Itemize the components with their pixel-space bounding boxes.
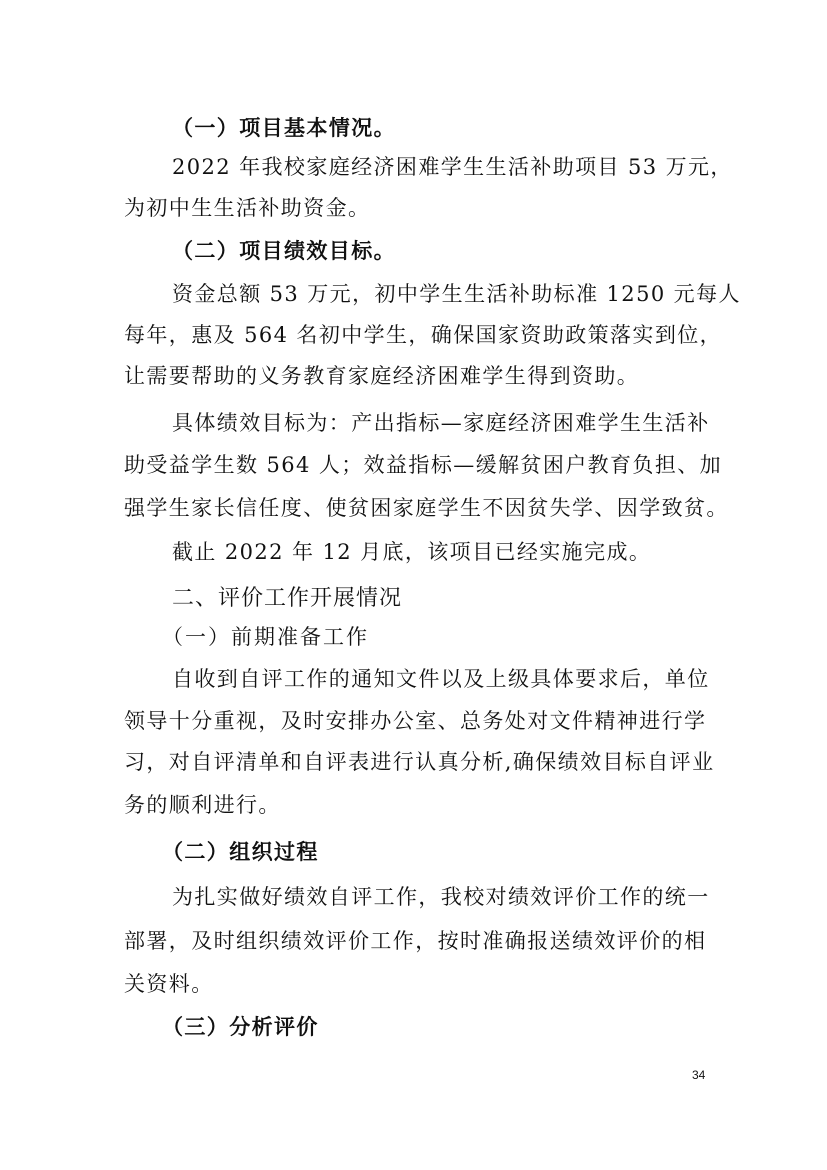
paragraph-line: 让需要帮助的义务教育家庭经济困难学生得到资助。 <box>124 364 640 388</box>
paragraph-line: 自收到自评工作的通知文件以及上级具体要求后，单位 <box>172 667 710 691</box>
paragraph-line: 强学生家长信任度、使贫困家庭学生不因贫失学、因学致贫。 <box>124 496 729 520</box>
subsection-heading-analysis: （三）分析评价 <box>162 1014 319 1039</box>
paragraph-line: 截止 2022 年 12 月底，该项目已经实施完成。 <box>172 540 652 564</box>
paragraph-line: 为初中生生活补助资金。 <box>124 196 371 220</box>
subsection-heading-organization: （二）组织过程 <box>162 839 319 864</box>
paragraph-line: 具体绩效目标为：产出指标—家庭经济困难学生生活补 <box>172 411 710 435</box>
paragraph-line: 习，对自评清单和自评表进行认真分析,确保绩效目标自评业 <box>124 750 715 774</box>
subsection-heading-preparation: （一）前期准备工作 <box>162 625 369 649</box>
section-heading-performance-goals: （二）项目绩效目标。 <box>172 238 396 263</box>
paragraph-line: 务的顺利进行。 <box>124 793 281 817</box>
section-heading-project-overview: （一）项目基本情况。 <box>172 115 396 140</box>
paragraph-line: 关资料。 <box>124 972 214 996</box>
chapter-heading-evaluation: 二、评价工作开展情况 <box>172 586 403 611</box>
paragraph-line: 为扎实做好绩效自评工作，我校对绩效评价工作的统一 <box>172 885 710 909</box>
paragraph-line: 资金总额 53 万元，初中学生生活补助标准 1250 元每人 <box>172 282 741 306</box>
paragraph-line: 领导十分重视，及时安排办公室、总务处对文件精神进行学 <box>124 709 707 733</box>
paragraph-line: 每年，惠及 564 名初中学生，确保国家资助政策落实到位， <box>124 323 723 347</box>
paragraph-line: 助受益学生数 564 人；效益指标—缓解贫困户教育负担、加 <box>124 453 723 477</box>
paragraph-line: 部署，及时组织绩效评价工作，按时准确报送绩效评价的相 <box>124 929 707 953</box>
page-number: 34 <box>692 1068 706 1082</box>
paragraph-line: 2022 年我校家庭经济困难学生生活补助项目 53 万元， <box>172 155 733 179</box>
